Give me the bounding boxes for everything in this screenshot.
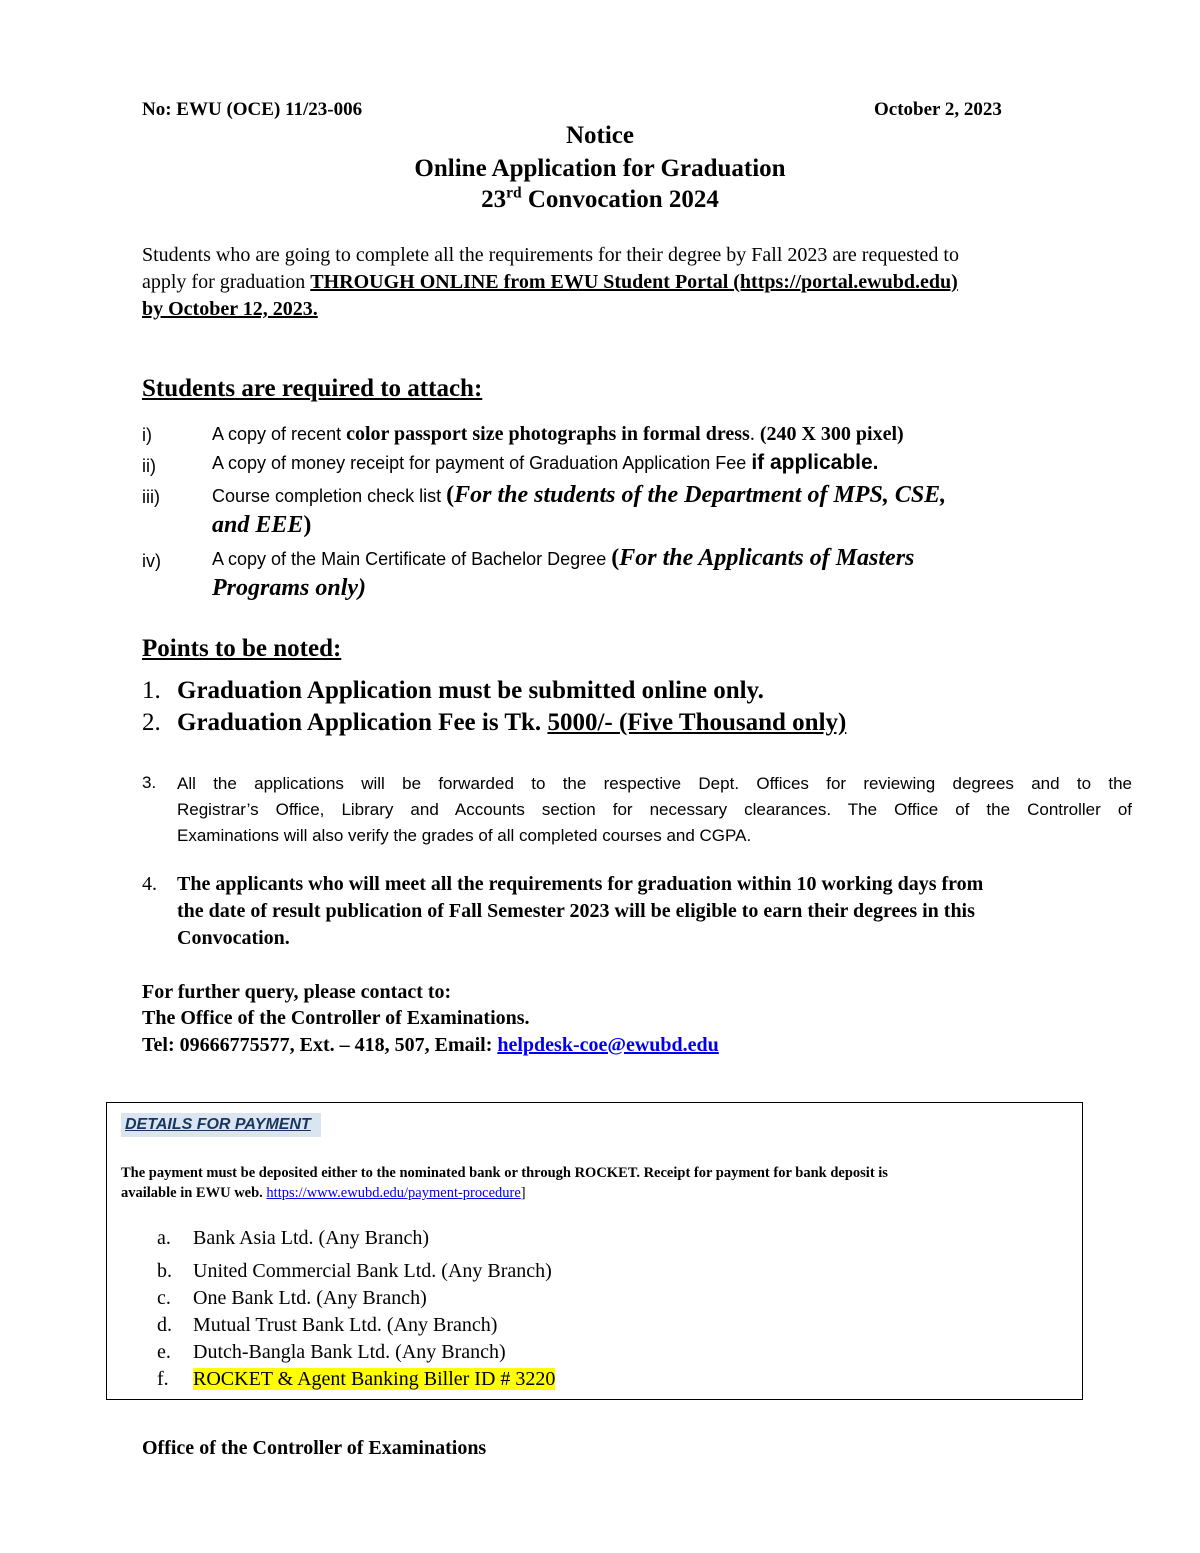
bank-name: One Bank Ltd. (Any Branch): [193, 1287, 427, 1309]
reference-number: No: EWU (OCE) 11/23-006: [142, 99, 363, 120]
notice-date: October 2, 2023: [874, 99, 1002, 120]
bank-list: [157, 1225, 555, 1393]
list-item: [157, 1225, 555, 1258]
attachment-emphasis: (240 X 300 pixel): [759, 423, 904, 445]
bank-letter: a.: [157, 1227, 171, 1249]
point-number: 3.: [142, 773, 157, 792]
bank-letter: e.: [157, 1341, 171, 1363]
point-3: [177, 771, 1132, 849]
points-heading: Points to be noted:: [142, 635, 342, 662]
attachment-item-checklist-cont: [212, 512, 311, 539]
point-4: [177, 871, 1132, 952]
convocation-title-rest: Convocation 2024: [521, 186, 719, 213]
contact-phone: Tel: 09666775577, Ext. – 418, 507, Email:: [142, 1034, 498, 1056]
point-number: 2.: [142, 709, 161, 736]
notice-subtitle: Online Application for Graduation: [414, 155, 786, 182]
attachment-text: A copy of the Main Certificate of Bachelor Degree: [212, 549, 612, 569]
payment-instruction-text: available in EWU web.: [121, 1185, 267, 1201]
convocation-number: 23: [481, 186, 507, 213]
attachment-emphasis: if applicable.: [751, 451, 879, 474]
point-number: 4.: [142, 873, 157, 895]
payment-instruction-line: The payment must be deposited either to the nominated bank or through ROCKET. Receipt for payment for bank deposit is: [121, 1165, 888, 1181]
attachment-item-certificate-cont: Programs only): [212, 575, 367, 601]
bank-letter: b.: [157, 1260, 172, 1282]
ordinal-suffix: rd: [506, 184, 522, 202]
point-3-line: Examinations will also verify the grades of all completed courses and CGPA.: [177, 826, 752, 845]
attachment-item-receipt: [212, 451, 879, 475]
point-3-line: Registrar’s Office, Library and Accounts section for necessary clearances. The Office of the Controller of: [177, 800, 1132, 819]
bank-name: United Commercial Bank Ltd. (Any Branch): [193, 1260, 552, 1282]
point-2: [177, 709, 846, 737]
attachment-emphasis: and EEE: [212, 512, 304, 538]
attachment-text: A copy of recent: [212, 424, 347, 444]
payment-instruction-end: ]: [520, 1185, 526, 1201]
attachment-text: A copy of money receipt for payment of Graduation Application Fee: [212, 453, 752, 473]
attachment-emphasis: (: [611, 545, 620, 571]
convocation-title: [0, 186, 1200, 214]
list-item: [157, 1339, 555, 1366]
fee-amount: 5000/- (Five Thousand only): [547, 709, 847, 736]
payment-instructions: [121, 1163, 888, 1203]
intro-portal-instruction: THROUGH ONLINE from EWU Student Portal (https://portal.ewubd.edu): [310, 271, 958, 293]
list-item: [157, 1285, 555, 1312]
bank-letter: c.: [157, 1287, 171, 1309]
attachment-number: ii): [142, 456, 156, 476]
attachment-number: iv): [142, 551, 161, 571]
attachment-emphasis: For the students of the Department of MPS, CSE,: [454, 482, 947, 508]
contact-email-link[interactable]: helpdesk-coe@ewubd.edu: [497, 1034, 719, 1056]
point-3-line: All the applications will be forwarded to the respective Dept. Offices for reviewing degrees and to the: [177, 774, 1132, 793]
fee-label: Graduation Application Fee is Tk.: [177, 709, 548, 736]
point-number: 1.: [142, 677, 161, 704]
attachment-text: Course completion check list: [212, 486, 447, 506]
bank-letter: d.: [157, 1314, 172, 1336]
intro-plain: apply for graduation: [142, 271, 311, 293]
bank-name: Mutual Trust Bank Ltd. (Any Branch): [193, 1314, 498, 1336]
list-item: [157, 1366, 555, 1393]
point-4-line: Convocation.: [177, 927, 290, 949]
attachment-number: i): [142, 425, 152, 445]
payment-procedure-link[interactable]: https://www.ewubd.edu/payment-procedure: [266, 1185, 521, 1201]
payment-details-box: [106, 1102, 1083, 1400]
attachment-item-checklist: [212, 482, 946, 509]
payment-heading: DETAILS FOR PAYMENT: [121, 1113, 321, 1137]
intro-deadline: by October 12, 2023.: [142, 298, 318, 320]
notice-title: Notice: [565, 122, 635, 149]
signature-office: Office of the Controller of Examinations: [142, 1437, 487, 1459]
attachments-heading: Students are required to attach:: [142, 375, 483, 402]
attachment-item-photo: [212, 423, 904, 446]
contact-phone-email: [142, 1034, 719, 1057]
intro-line-2: [142, 271, 958, 294]
list-item: [157, 1258, 555, 1285]
contact-intro: For further query, please contact to:: [142, 981, 452, 1003]
bank-name: Bank Asia Ltd. (Any Branch): [193, 1227, 430, 1249]
attachment-emphasis: For the Applicants of Masters: [619, 545, 915, 571]
attachment-emphasis: (: [446, 482, 455, 508]
rocket-biller-highlight: ROCKET & Agent Banking Biller ID # 3220: [193, 1368, 556, 1390]
point-1: Graduation Application must be submitted online only.: [177, 677, 764, 704]
list-item: [157, 1312, 555, 1339]
point-4-line: The applicants who will meet all the requirements for graduation within 10 working days from: [177, 873, 984, 895]
intro-line-1: Students who are going to complete all the requirements for their degree by Fall 2023 are requested to: [142, 244, 959, 266]
attachment-item-certificate: [212, 545, 914, 572]
point-4-line: the date of result publication of Fall Semester 2023 will be eligible to earn their degrees in this: [177, 900, 975, 922]
bank-letter: f.: [157, 1368, 169, 1390]
attachment-number: iii): [142, 487, 160, 507]
bank-name: Dutch-Bangla Bank Ltd. (Any Branch): [193, 1341, 506, 1363]
attachment-emphasis: color passport size photographs in formal dress: [346, 423, 750, 445]
contact-office: The Office of the Controller of Examinations.: [142, 1007, 530, 1029]
attachment-text: .: [749, 423, 760, 445]
payment-instruction-line: [121, 1183, 888, 1203]
attachment-emphasis: ): [303, 512, 312, 538]
